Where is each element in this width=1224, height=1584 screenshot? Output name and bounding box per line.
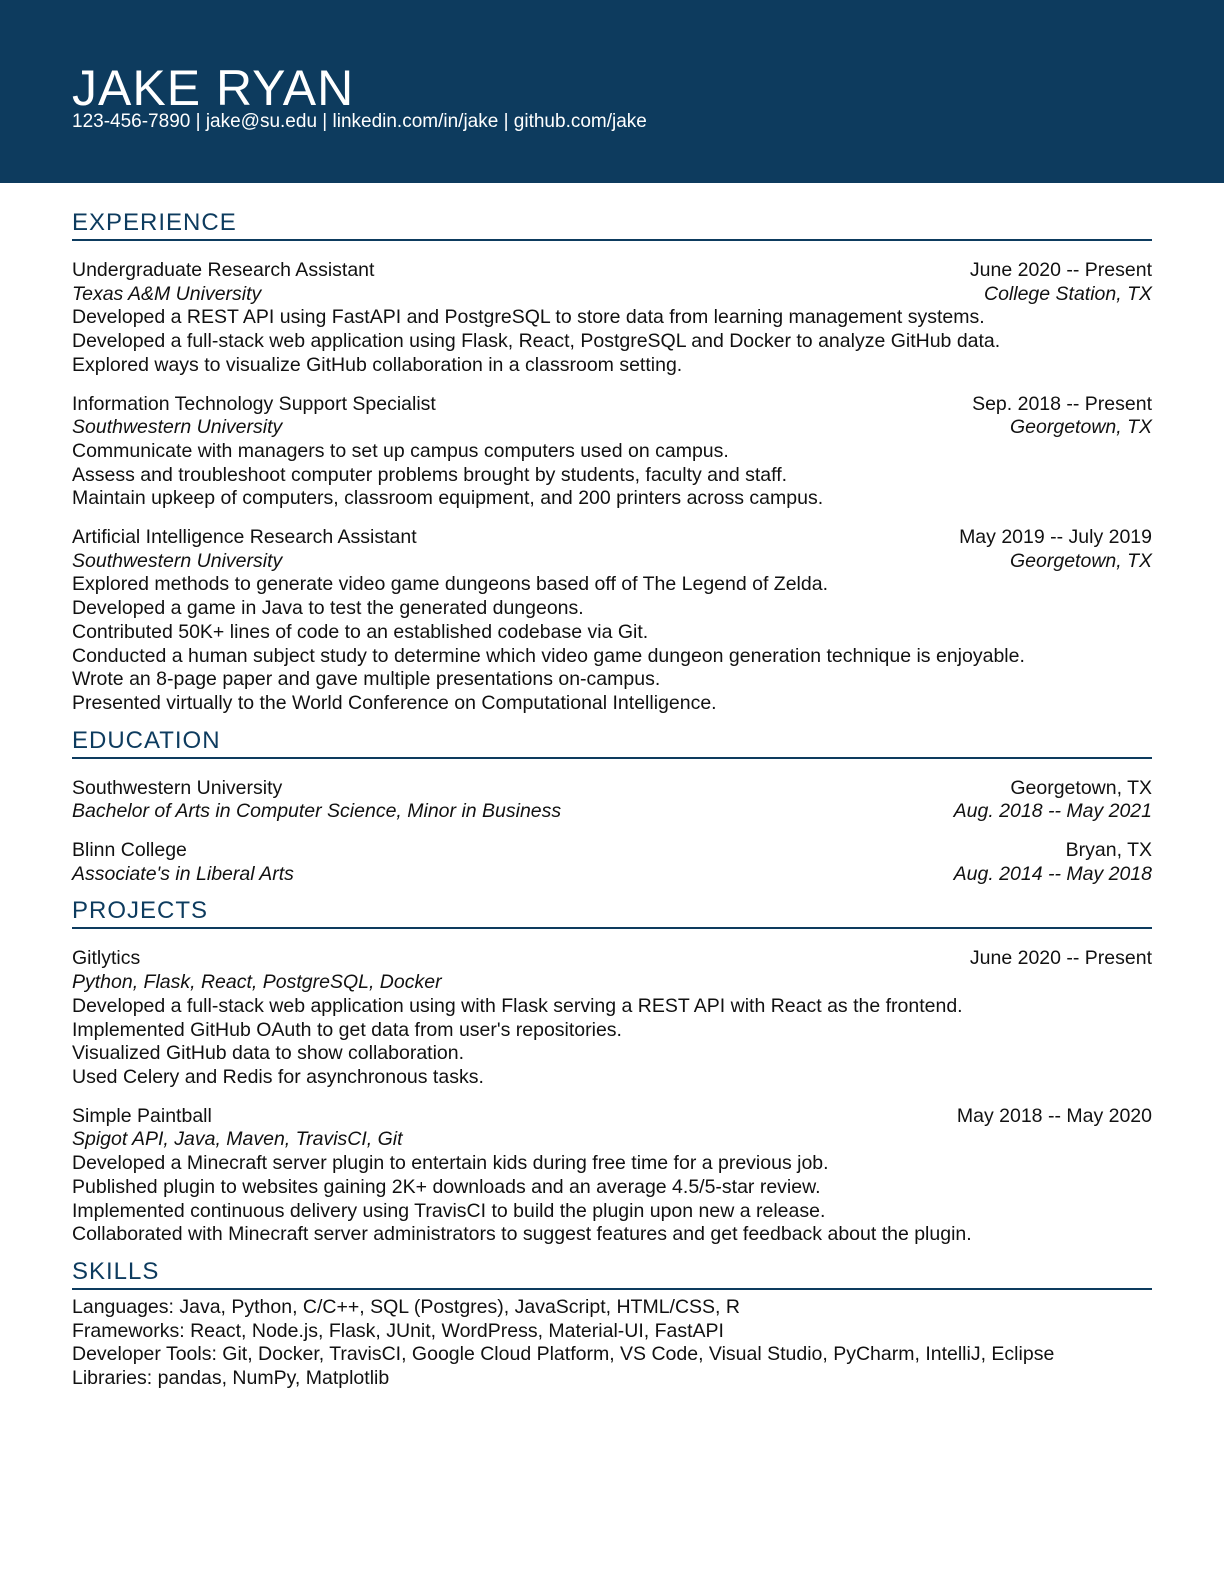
project-bullet: Implemented continuous delivery using TravisCI to build the plugin upon new a release.: [72, 1199, 826, 1222]
projects-section: [72, 896, 1152, 1246]
project-bullet: Developed a Minecraft server plugin to entertain kids during free time for a previous job.: [72, 1152, 829, 1175]
job-bullet: Developed a REST API using FastAPI and PostgreSQL to store data from learning management systems.: [72, 306, 985, 329]
experience-entry: [72, 259, 1152, 378]
skills-section: [72, 1257, 1152, 1391]
project-bullet: Used Celery and Redis for asynchronous tasks.: [72, 1065, 484, 1088]
section-title-education: EDUCATION: [72, 726, 1152, 759]
school-location: Georgetown, TX: [1010, 776, 1152, 799]
job-bullet: Explored methods to generate video game dungeons based off of The Legend of Zelda.: [72, 573, 828, 596]
candidate-name: JAKE RYAN: [72, 60, 355, 116]
project-tech: Python, Flask, React, PostgreSQL, Docker: [72, 971, 442, 994]
degree: Bachelor of Arts in Computer Science, Minor in Business: [72, 800, 562, 823]
skills-developer-tools: Developer Tools: Git, Docker, TravisCI, Google Cloud Platform, VS Code, Visual Studio, PyCharm, IntelliJ, Eclipse: [72, 1343, 1055, 1366]
contact-line: 123-456-7890 | jake@su.edu | linkedin.com/in/jake | github.com/jake: [72, 111, 647, 132]
job-title: Information Technology Support Specialist: [72, 392, 436, 415]
job-bullet: Developed a game in Java to test the generated dungeons.: [72, 597, 584, 620]
job-dates: Sep. 2018 -- Present: [972, 392, 1152, 415]
job-bullet: Maintain upkeep of computers, classroom equipment, and 200 printers across campus.: [72, 487, 824, 510]
education-entry: [72, 839, 1152, 886]
job-bullet: Wrote an 8-page paper and gave multiple presentations on-campus.: [72, 668, 661, 691]
project-dates: May 2018 -- May 2020: [956, 1104, 1152, 1127]
job-bullet: Conducted a human subject study to determine which video game dungeon generation technique is enjoyable.: [72, 644, 1025, 667]
experience-entry: [72, 393, 1152, 512]
project-name: Simple Paintball: [72, 1104, 212, 1127]
job-title: Artificial Intelligence Research Assistant: [72, 526, 417, 549]
degree: Associate's in Liberal Arts: [72, 862, 294, 885]
resume-header: [0, 0, 1224, 183]
skills-libraries: Libraries: pandas, NumPy, Matplotlib: [72, 1367, 390, 1390]
project-name: Gitlytics: [72, 947, 141, 970]
school-location: Bryan, TX: [1065, 839, 1152, 862]
skills-languages: Languages: Java, Python, C/C++, SQL (Postgres), JavaScript, HTML/CSS, R: [72, 1295, 740, 1318]
employer: Texas A&M University: [72, 282, 262, 305]
job-dates: June 2020 -- Present: [969, 259, 1152, 281]
education-dates: Aug. 2018 -- May 2021: [953, 800, 1152, 823]
section-title-projects: PROJECTS: [72, 896, 1152, 929]
project-dates: June 2020 -- Present: [969, 947, 1152, 970]
job-title: Undergraduate Research Assistant: [72, 259, 375, 281]
project-bullet: Visualized GitHub data to show collaboration.: [72, 1042, 465, 1065]
job-bullet: Contributed 50K+ lines of code to an established codebase via Git.: [72, 620, 649, 643]
education-section: [72, 726, 1152, 887]
project-bullet: Published plugin to websites gaining 2K+ downloads and an average 4.5/5-star review.: [72, 1175, 821, 1198]
job-dates: May 2019 -- July 2019: [959, 526, 1152, 549]
job-location: College Station, TX: [983, 282, 1152, 305]
job-bullet: Presented virtually to the World Conference on Computational Intelligence.: [72, 691, 717, 714]
job-location: Georgetown, TX: [1010, 416, 1152, 439]
employer: Southwestern University: [72, 416, 283, 439]
job-bullet: Assess and troubleshoot computer problems brought by students, faculty and staff.: [72, 463, 788, 486]
project-bullet: Developed a full-stack web application using with Flask serving a REST API with React as the frontend.: [72, 994, 963, 1017]
project-bullet: Implemented GitHub OAuth to get data from user's repositories.: [72, 1018, 622, 1041]
school-name: Blinn College: [72, 839, 187, 862]
job-bullet: Explored ways to visualize GitHub collaboration in a classroom setting.: [72, 353, 683, 376]
project-entry: [72, 947, 1152, 1089]
job-location: Georgetown, TX: [1010, 549, 1152, 572]
education-entry: [72, 777, 1152, 824]
project-bullet: Collaborated with Minecraft server administrators to suggest features and get feedback about the plugin.: [72, 1223, 972, 1246]
employer: Southwestern University: [72, 549, 283, 572]
project-tech: Spigot API, Java, Maven, TravisCI, Git: [72, 1128, 403, 1151]
skills-frameworks: Frameworks: React, Node.js, Flask, JUnit, WordPress, Material-UI, FastAPI: [72, 1319, 724, 1342]
section-title-experience: EXPERIENCE: [72, 208, 1152, 241]
education-dates: Aug. 2014 -- May 2018: [953, 862, 1152, 885]
school-name: Southwestern University: [72, 776, 283, 799]
resume-body: [72, 208, 1152, 1401]
project-entry: [72, 1105, 1152, 1247]
job-bullet: Communicate with managers to set up campus computers used on campus.: [72, 439, 729, 462]
experience-entry: [72, 526, 1152, 716]
job-bullet: Developed a full-stack web application using Flask, React, PostgreSQL and Docker to analyze GitHub data.: [72, 330, 1001, 353]
section-title-skills: SKILLS: [72, 1257, 1152, 1290]
experience-section: [72, 208, 1152, 716]
